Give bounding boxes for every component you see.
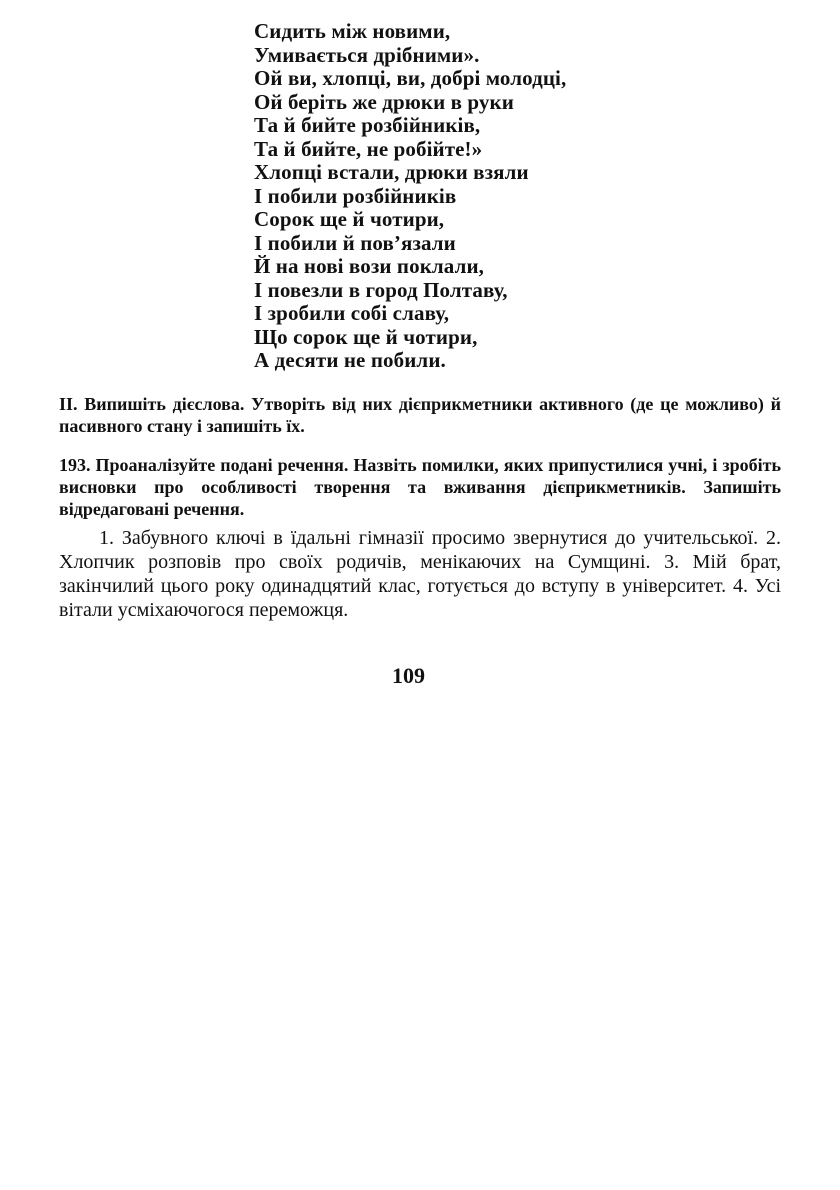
- poem-line: Сидить між новими,: [254, 19, 451, 43]
- poem-line: Умивається дрібними».: [254, 42, 480, 67]
- poem-line: Й на нові вози поклали,: [254, 254, 485, 278]
- poem-line: А десяти не побили.: [254, 348, 446, 372]
- poem-line: Ой беріть же дрюки в руки: [254, 89, 514, 114]
- poem-line: Хлопці встали, дрюки взяли: [254, 160, 529, 184]
- exercise-193-sentences: 1. Забувного ключі в їдальні гімназії просимо звернутися до учительської. 2. Хлопчик розповів про своїх родичів, менікаючих на Сумщині. 3. Мій брат, закінчилий цього року одинадцятий клас, готується до вступу в університет. 4. Усі вітали усміхаючогося переможця.: [59, 527, 781, 621]
- poem-line: Ой ви, хлопці, ви, добрі молодці,: [254, 66, 567, 90]
- poem-line: Та й бийте, не робійте!»: [254, 136, 483, 161]
- poem-line: Та й бийте розбійників,: [254, 113, 481, 137]
- poem-line: Сорок ще й чотири,: [254, 207, 445, 231]
- poem-line: І побили й пов’язали: [254, 230, 456, 255]
- poem-line: І зробили собі славу,: [254, 301, 450, 325]
- poem-line: Що сорок ще й чотири,: [254, 324, 478, 349]
- poem-line: І повезли в город Полтаву,: [254, 277, 508, 302]
- poem: [254, 20, 566, 373]
- page-number: 109: [392, 663, 425, 688]
- task-ii-instruction: II. Випишіть дієслова. Утворіть від них дієприкметники активного (де це можливо) й пасивного стану і запишіть їх.: [59, 394, 781, 436]
- exercise-193-instruction: 193. Проаналізуйте подані речення. Назвіть помилки, яких припустилися учні, і зробіть висновки про особливості творення та вживання дієприкметників. Запишіть відредаговані речення.: [59, 455, 781, 519]
- poem-line: І побили розбійників: [254, 183, 457, 208]
